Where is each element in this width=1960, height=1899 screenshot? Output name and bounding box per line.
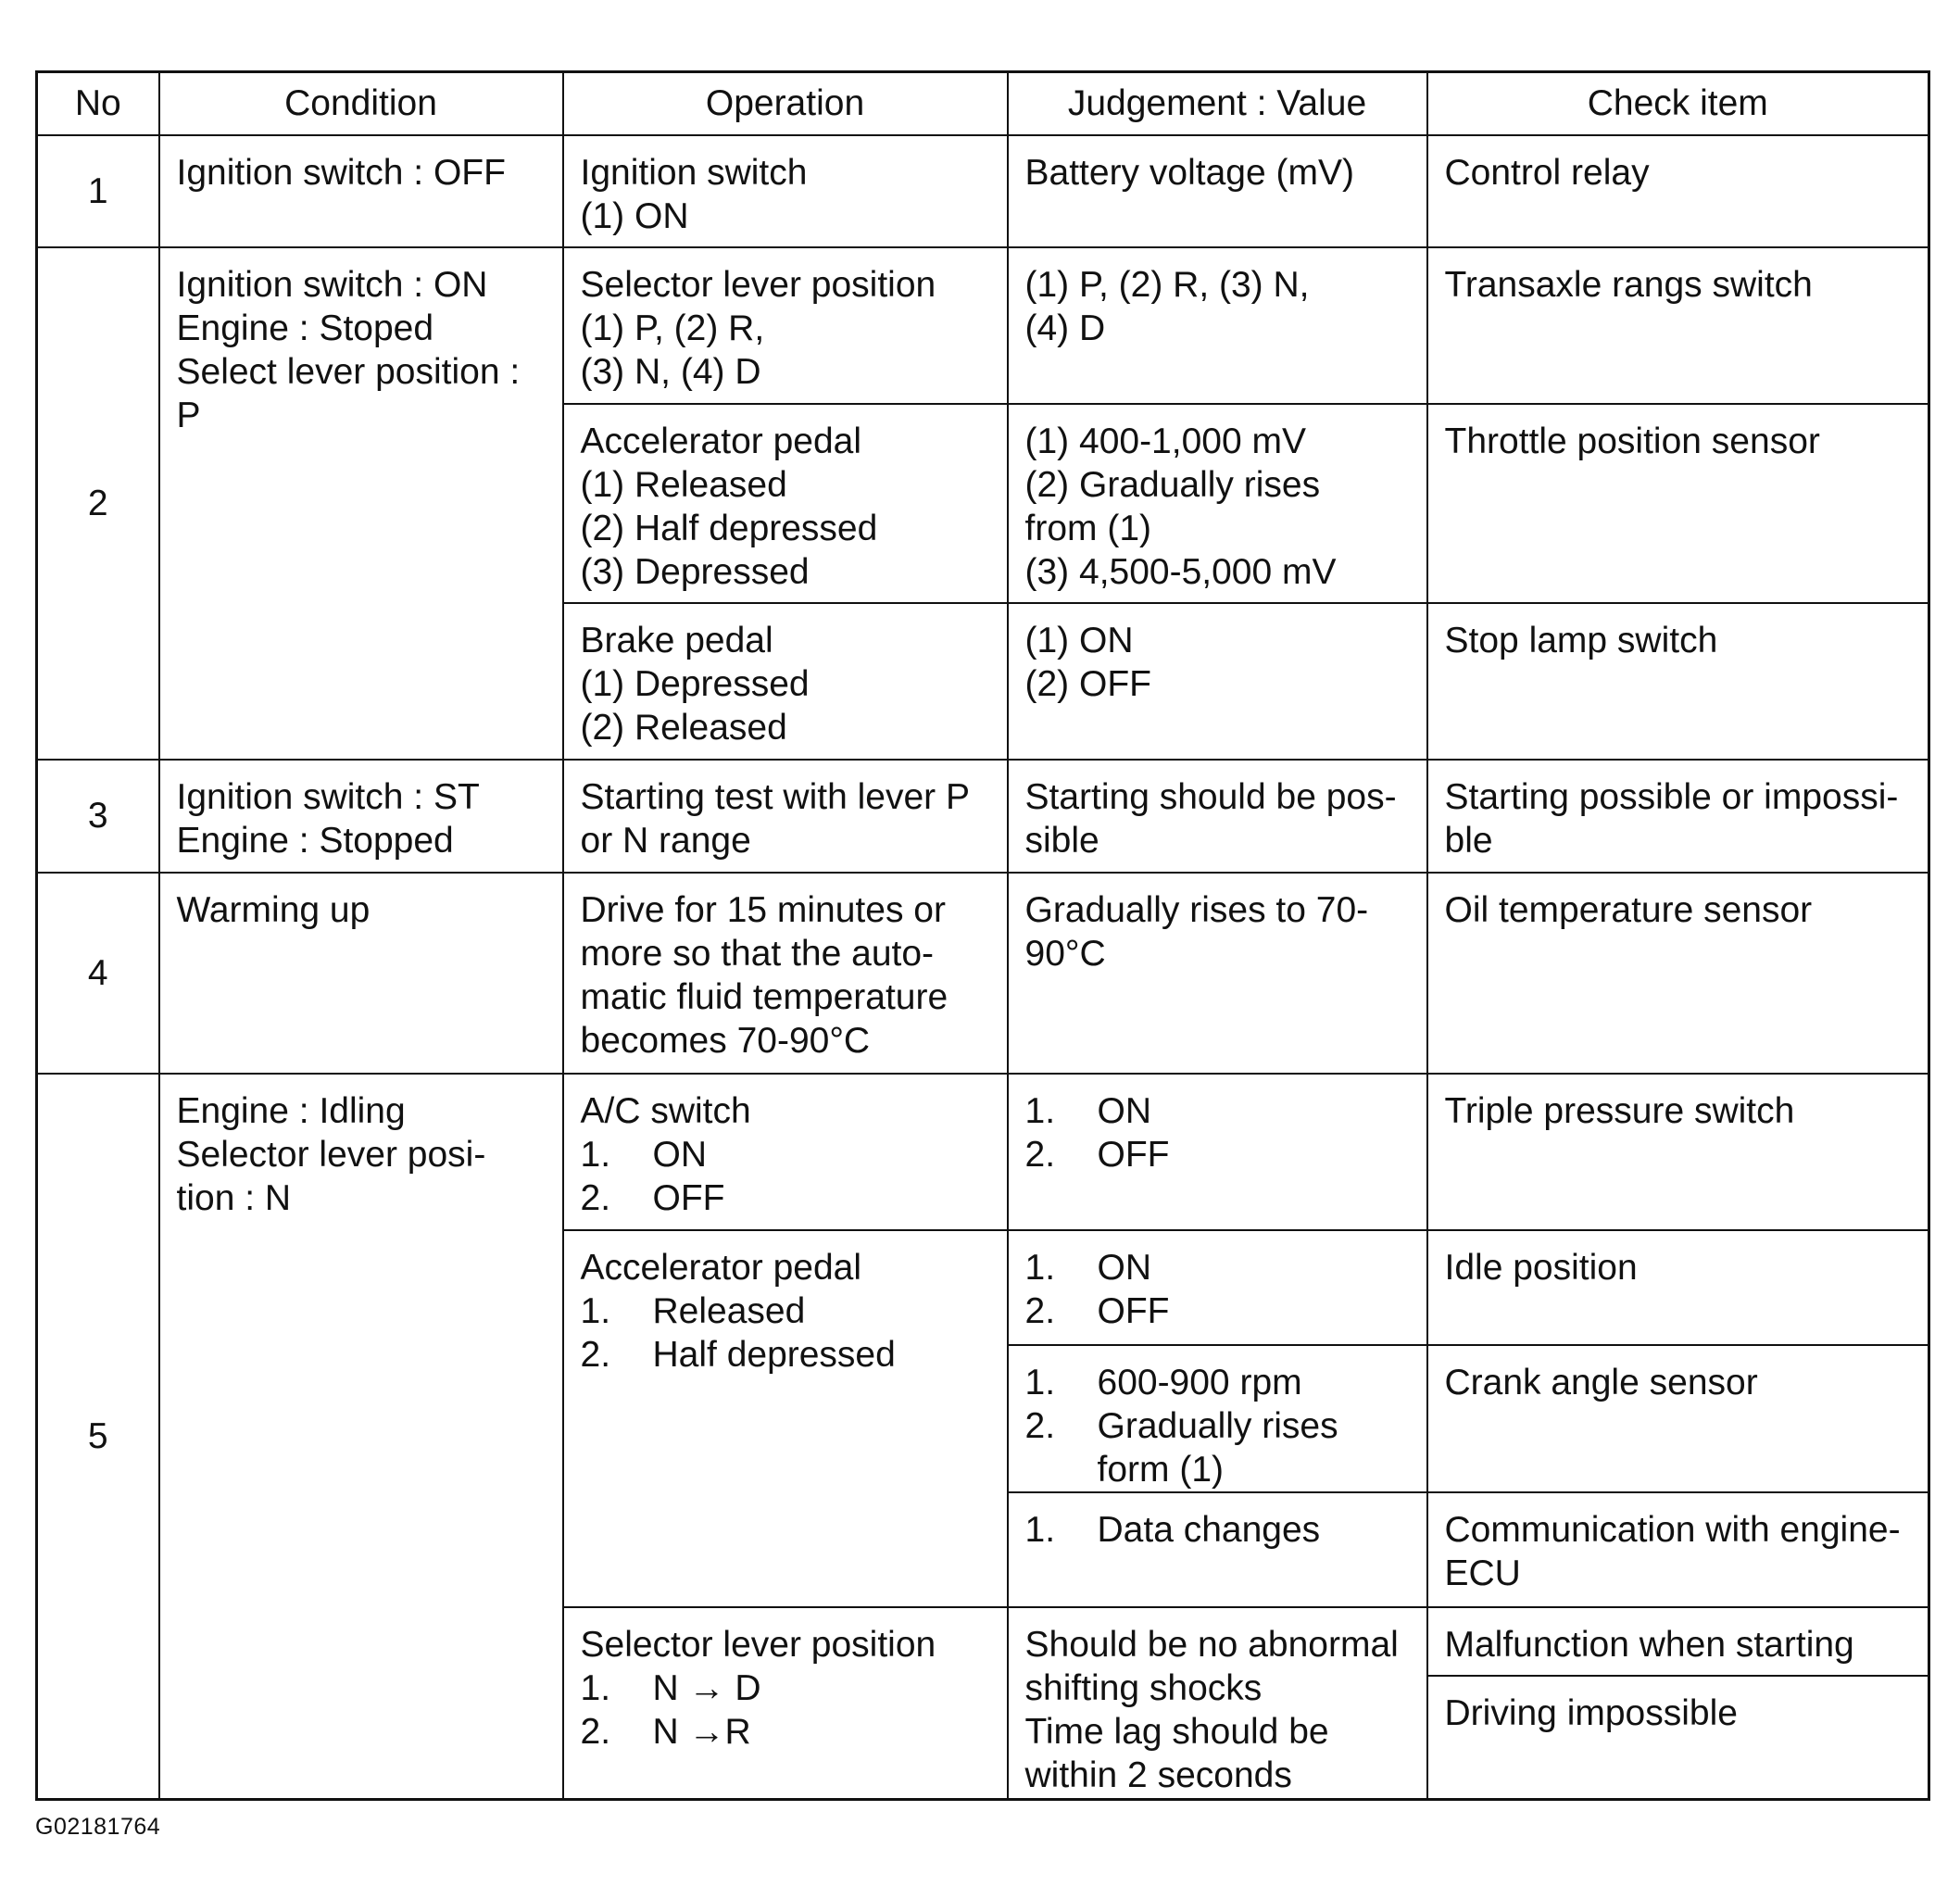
cell-line: Oil temperature sensor [1444,890,1813,931]
operation-cell [563,1230,1008,1607]
operation-cell [563,1607,1008,1800]
cell-line: Ignition switch [580,152,808,193]
judgement-value-cell [1008,135,1427,248]
row-number: 1 [37,135,159,248]
judgement-value-cell [1008,1074,1427,1230]
check-item-cell [1427,404,1929,603]
operation-cell [563,603,1008,760]
judgement-value-cell [1008,1345,1427,1493]
cell-line: Crank angle sensor [1444,1362,1758,1402]
cell-line: Ignition switch : OFF [176,152,506,193]
cell-line: Selector lever posi- [176,1135,486,1176]
cell-line: 1. N → D [580,1667,761,1708]
cell-line: (2) Gradually rises [1024,464,1321,505]
header-condition: Condition [159,72,563,135]
table-body [37,135,1929,1800]
cell-line: Driving impossible [1444,1692,1738,1733]
header-judgement-value: Judgement : Value [1008,72,1427,135]
header-no: No [37,72,159,135]
cell-line: Drive for 15 minutes or [580,890,946,931]
check-item-cell [1427,1492,1929,1607]
cell-line: P [176,396,201,436]
cell-line: Should be no abnormal [1024,1624,1399,1665]
cell-line: (1) P, (2) R, (3) N, [1024,265,1310,306]
cell-line: (1) P, (2) R, [580,308,765,349]
operation-cell [563,1074,1008,1230]
check-item-cell [1427,603,1929,760]
operation-cell [563,135,1008,248]
cell-line: tion : N [176,1178,292,1219]
row-number: 4 [37,873,159,1074]
cell-line: Gradually rises to 70- [1024,890,1369,931]
cell-line: sible [1024,820,1099,861]
cell-line: A/C switch [580,1091,751,1132]
cell-line: (3) Depressed [580,551,810,592]
judgement-value-cell [1008,1607,1427,1800]
table-row [37,135,1929,248]
check-item-cell [1427,873,1929,1074]
cell-line: 2. N →R [580,1711,751,1752]
cell-line: 2. Half depressed [580,1335,896,1376]
cell-line: (1) ON [1024,620,1134,660]
cell-line: Malfunction when starting [1444,1624,1854,1665]
condition-cell [159,135,563,248]
check-item-cell [1427,1074,1929,1230]
table-row [37,1074,1929,1230]
cell-line: Control relay [1444,152,1650,193]
cell-line: Transaxle rangs switch [1444,265,1813,306]
header-check-item: Check item [1427,72,1929,135]
check-item-cell [1427,1607,1929,1676]
judgement-value-cell [1008,1492,1427,1607]
operation-cell [563,760,1008,874]
table-row [37,760,1929,874]
cell-line: form (1) [1097,1449,1224,1490]
check-item-cell [1427,247,1929,404]
cell-line: Selector lever position [580,1624,936,1665]
cell-line: Engine : Idling [176,1091,406,1132]
row-number: 5 [37,1074,159,1799]
cell-line: shifting shocks [1024,1667,1263,1708]
condition-cell [159,247,563,760]
cell-line: Starting possible or impossi- [1444,776,1899,817]
judgement-value-cell [1008,404,1427,603]
operation-cell [563,247,1008,404]
cell-line: 2. OFF [1024,1135,1170,1176]
operation-cell [563,873,1008,1074]
cell-line: Selector lever position [580,265,936,306]
cell-line: Stop lamp switch [1444,620,1718,660]
check-item-cell [1427,1345,1929,1493]
cell-line: Starting test with lever P [580,776,971,817]
cell-line: becomes 70-90°C [580,1021,871,1062]
check-item-cell [1427,760,1929,874]
cell-line: Time lag should be [1024,1711,1329,1752]
cell-line: (1) Depressed [580,663,810,704]
cell-line: matic fluid temperature [580,977,949,1018]
cell-line: Brake pedal [580,620,773,660]
cell-line: 2. OFF [1024,1291,1170,1332]
cell-line: Ignition switch : ST [176,776,480,817]
cell-line: within 2 seconds [1024,1754,1292,1795]
cell-line: Triple pressure switch [1444,1091,1795,1132]
cell-line: from (1) [1024,508,1151,548]
cell-line: 1. 600-900 rpm [1024,1362,1302,1402]
header-operation: Operation [563,72,1008,135]
cell-line: 90°C [1024,934,1106,975]
cell-line: Battery voltage (mV) [1024,152,1354,193]
cell-line: Accelerator pedal [580,421,862,461]
header-row [37,72,1929,135]
cell-line: Warming up [176,890,371,931]
cell-line: (3) N, (4) D [580,352,761,393]
cell-line: Idle position [1444,1248,1638,1289]
check-item-cell [1427,135,1929,248]
judgement-value-cell [1008,603,1427,760]
judgement-value-cell [1008,760,1427,874]
diagnosis-table [35,70,1930,1801]
cell-line: (1) ON [580,195,689,236]
check-item-cell [1427,1676,1929,1800]
table-row [37,247,1929,404]
cell-line: Engine : Stopped [176,820,454,861]
table-row [37,873,1929,1074]
cell-line: (2) Released [580,707,787,748]
cell-line: Throttle position sensor [1444,421,1820,461]
cell-line: 1. ON [1024,1091,1151,1132]
cell-line: Starting should be pos- [1024,776,1397,817]
cell-line: (3) 4,500-5,000 mV [1024,551,1337,592]
figure-id: G02181764 [35,1814,161,1840]
cell-line: (2) Half depressed [580,508,878,548]
condition-cell [159,1074,563,1799]
row-number: 3 [37,760,159,874]
cell-line: (4) D [1024,308,1106,349]
cell-line: more so that the auto- [580,934,935,975]
cell-line: 2. OFF [580,1178,725,1219]
cell-line: (1) Released [580,464,787,505]
cell-line: Ignition switch : ON [176,265,488,306]
cell-line: Accelerator pedal [580,1248,862,1289]
judgement-value-cell [1008,1230,1427,1345]
cell-line: or N range [580,820,751,861]
check-item-cell [1427,1230,1929,1345]
row-number: 2 [37,247,159,760]
judgement-value-cell [1008,873,1427,1074]
cell-line: Select lever position : [176,352,521,393]
cell-line: 2. Gradually rises [1024,1405,1338,1446]
condition-cell [159,760,563,874]
cell-line: 1. ON [580,1135,707,1176]
condition-cell [159,873,563,1074]
operation-cell [563,404,1008,603]
cell-line: 1. ON [1024,1248,1151,1289]
cell-line: 1. Data changes [1024,1510,1321,1551]
cell-line: Communication with engine- [1444,1510,1901,1551]
cell-line: (1) 400-1,000 mV [1024,421,1306,461]
cell-line: ble [1444,820,1493,861]
cell-line: 1. Released [580,1291,806,1332]
judgement-value-cell [1008,247,1427,404]
cell-line: ECU [1444,1553,1521,1594]
cell-line: (2) OFF [1024,663,1151,704]
cell-line: Engine : Stoped [176,308,434,349]
